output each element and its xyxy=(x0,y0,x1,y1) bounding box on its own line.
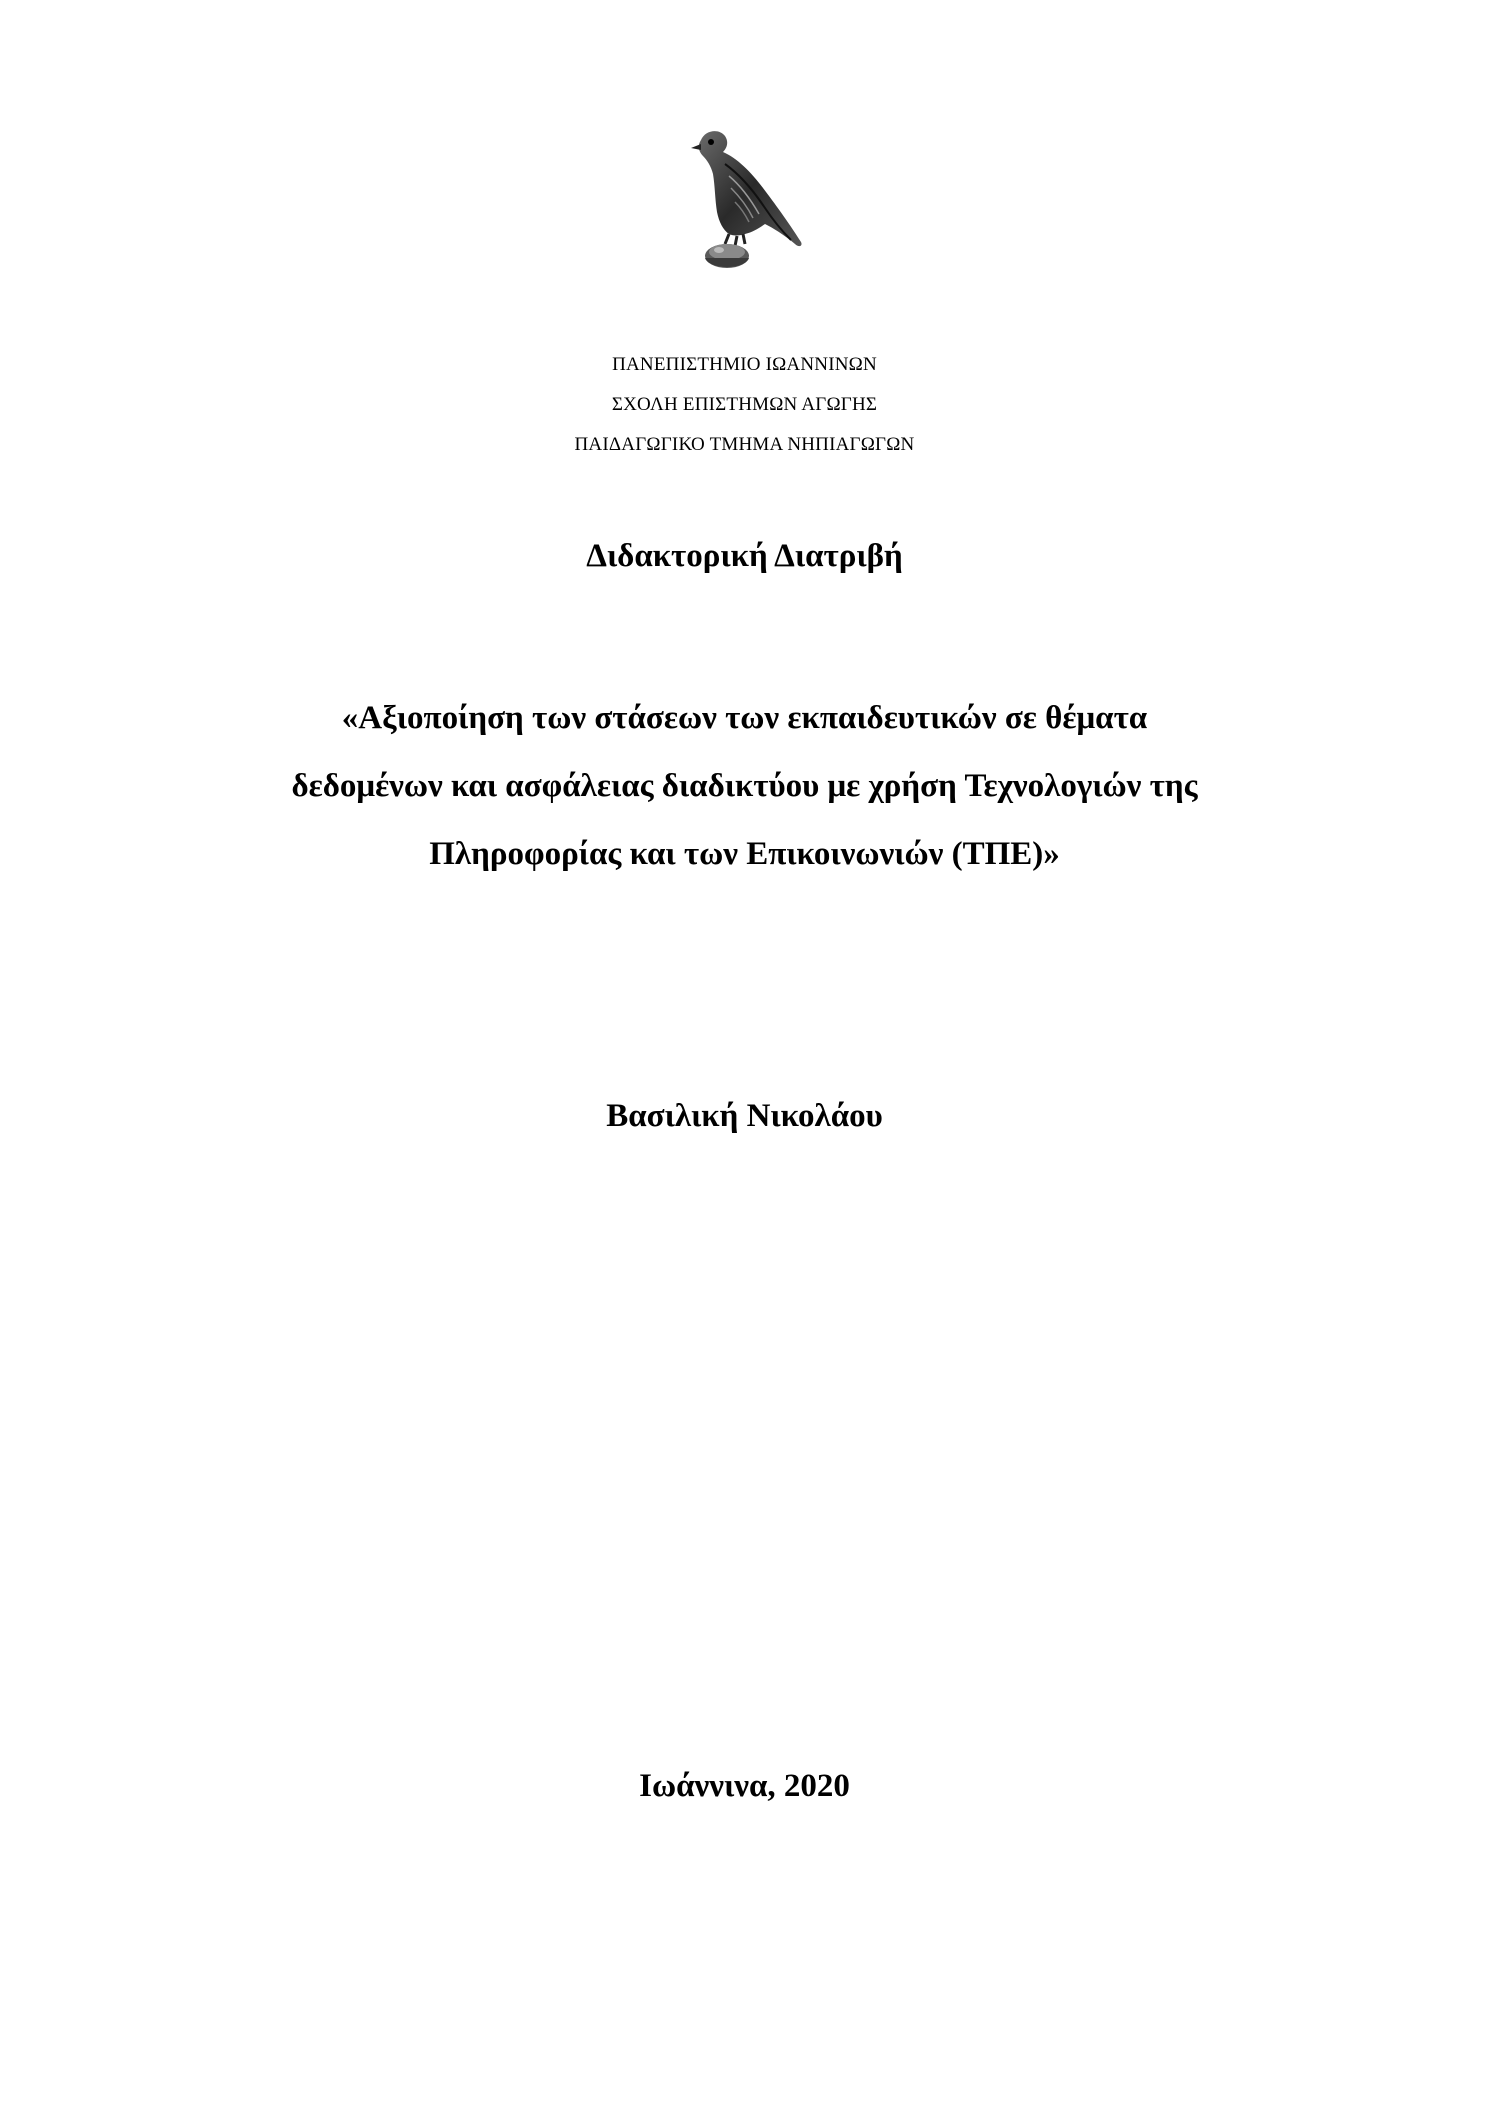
document-type: Διδακτορική Διατριβή xyxy=(586,538,903,574)
school-name: ΣΧΟΛΗ ΕΠΙΣΤΗΜΩΝ ΑΓΩΓΗΣ xyxy=(611,394,878,415)
thesis-title-line: δεδομένων και ασφάλειας διαδικτύου με χρήση Τεχνολογιών της xyxy=(291,768,1198,804)
thesis-title-line: Πληροφορίας και των Επικοινωνιών (ΤΠΕ)» xyxy=(429,836,1060,872)
thesis-title-line: «Αξιοποίηση των στάσεων των εκπαιδευτικών σε θέματα xyxy=(341,700,1148,736)
place-and-date: Ιωάννινα, 2020 xyxy=(639,1768,850,1804)
university-name: ΠΑΝΕΠΙΣΤΗΜΙΟ ΙΩΑΝΝΙΝΩΝ xyxy=(612,354,877,375)
author-name: Βασιλική Νικολάου xyxy=(606,1098,883,1134)
department-name: ΠΑΙΔΑΓΩΓΙΚΟ ΤΜΗΜΑ ΝΗΠΙΑΓΩΓΩΝ xyxy=(574,434,915,455)
owl-emblem-icon xyxy=(679,124,813,276)
